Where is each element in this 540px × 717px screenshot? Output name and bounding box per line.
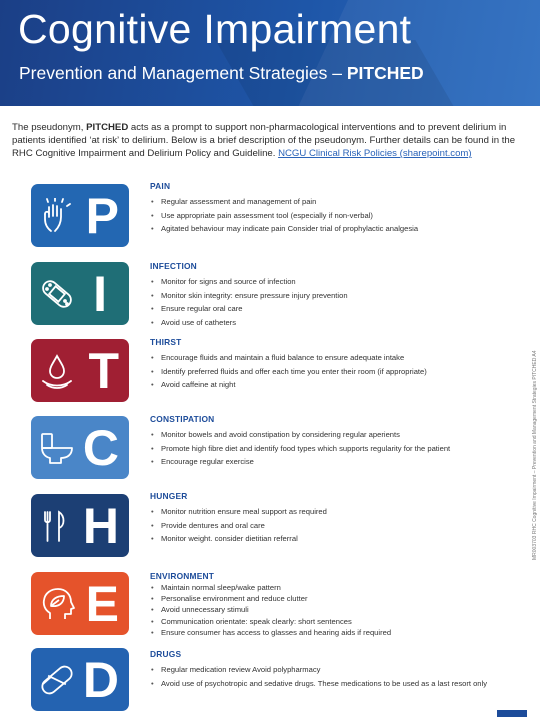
list-item: • Personalise environment and reduce clutter bbox=[150, 593, 520, 604]
list-item: • Identify preferred fluids and offer each time you enter their room (if appropriate) bbox=[150, 365, 520, 379]
list-item: • Avoid unnecessary stimuli bbox=[150, 604, 520, 615]
bandage-icon bbox=[39, 276, 75, 312]
list-item: • Ensure consumer has access to glasses and hearing aids if required bbox=[150, 627, 520, 638]
head-leaf-icon bbox=[39, 586, 75, 622]
list-item: • Ensure regular oral care bbox=[150, 302, 520, 316]
section-heading: DRUGS bbox=[150, 649, 182, 659]
tile-t bbox=[31, 339, 129, 402]
tile-e bbox=[31, 572, 129, 635]
section-infection bbox=[150, 261, 520, 329]
list-item: • Regular assessment and management of pain bbox=[150, 195, 520, 209]
list-item: • Avoid caffeine at night bbox=[150, 378, 520, 392]
list-item: • Provide dentures and oral care bbox=[150, 519, 520, 533]
section-pain bbox=[150, 181, 520, 236]
tile-letter: T bbox=[88, 342, 119, 399]
list-item: • Avoid use of catheters bbox=[150, 316, 520, 330]
section-heading: PAIN bbox=[150, 181, 171, 191]
section-environment bbox=[150, 571, 520, 638]
tile-h bbox=[31, 494, 129, 557]
page-title: Cognitive Impairment bbox=[18, 6, 412, 52]
policy-link[interactable]: NCGU Clinical Risk Policies (sharepoint.com) bbox=[278, 148, 472, 159]
list-item: • Monitor for signs and source of infection bbox=[150, 275, 520, 289]
hand-icon bbox=[39, 198, 75, 234]
list-item: • Monitor nutrition ensure meal support as required bbox=[150, 505, 520, 519]
tile-c bbox=[31, 416, 129, 479]
list-item: • Maintain normal sleep/wake pattern bbox=[150, 582, 520, 593]
tile-letter: D bbox=[82, 651, 119, 708]
tile-letter: P bbox=[85, 187, 119, 244]
list-item: • Avoid use of psychotropic and sedative drugs. These medications to be used as a last resort only bbox=[150, 677, 520, 691]
section-hunger bbox=[150, 491, 520, 546]
tile-letter: I bbox=[93, 265, 107, 322]
pill-capsule-icon bbox=[39, 662, 75, 698]
cutlery-icon bbox=[39, 508, 75, 544]
section-heading: CONSTIPATION bbox=[150, 414, 215, 424]
section-heading: ENVIRONMENT bbox=[150, 571, 215, 581]
tile-i bbox=[31, 262, 129, 325]
tile-d bbox=[31, 648, 129, 711]
list-item: • Promote high fibre diet and identify food types which supports regularity for the patient bbox=[150, 442, 520, 456]
toilet-icon bbox=[39, 430, 75, 466]
corner-mark bbox=[497, 710, 527, 717]
list-item: • Regular medication review Avoid polypharmacy bbox=[150, 663, 520, 677]
header-banner bbox=[0, 0, 540, 106]
section-constipation bbox=[150, 414, 520, 469]
tile-letter: H bbox=[82, 497, 119, 554]
list-item: • Communication orientate: speak clearly: short sentences bbox=[150, 616, 520, 627]
section-heading: THIRST bbox=[150, 337, 182, 347]
section-heading: INFECTION bbox=[150, 261, 197, 271]
intro-paragraph: The pseudonym, PITCHED acts as a prompt to support non-pharmacological interventions and to prevent delirium in patients identified ‘at risk’ to delirium. Below is a brief description of the pseudonym. Further details can be found in the RHC Cognitive Impairment and Delirium Policy and Guideline. NCGU Clinical Risk Policies (sharepoint.com) bbox=[12, 122, 516, 159]
list-item: • Agitated behaviour may indicate pain Consider trial of prophylactic analgesia bbox=[150, 222, 520, 236]
list-item: • Monitor bowels and avoid constipation by considering regular aperients bbox=[150, 428, 520, 442]
water-drop-icon bbox=[39, 353, 75, 389]
list-item: • Encourage fluids and maintain a fluid balance to ensure adequate intake bbox=[150, 351, 520, 365]
list-item: • Encourage regular exercise bbox=[150, 455, 520, 469]
tile-letter: C bbox=[82, 419, 119, 476]
tile-p bbox=[31, 184, 129, 247]
list-item: • Monitor skin integrity: ensure pressure injury prevention bbox=[150, 289, 520, 303]
section-drugs bbox=[150, 649, 520, 690]
section-thirst bbox=[150, 337, 520, 392]
list-item: • Use appropriate pain assessment tool (especially if non-verbal) bbox=[150, 209, 520, 223]
tile-letter: E bbox=[85, 575, 119, 632]
list-item: • Monitor weight. consider dietitian referral bbox=[150, 532, 520, 546]
page-subtitle: Prevention and Management Strategies – PITCHED bbox=[19, 63, 424, 83]
section-heading: HUNGER bbox=[150, 491, 188, 501]
document-code: MR003703 RHC Cognitive Impairment – Prevention and Management Strategies PITCHED A4 bbox=[532, 350, 538, 560]
